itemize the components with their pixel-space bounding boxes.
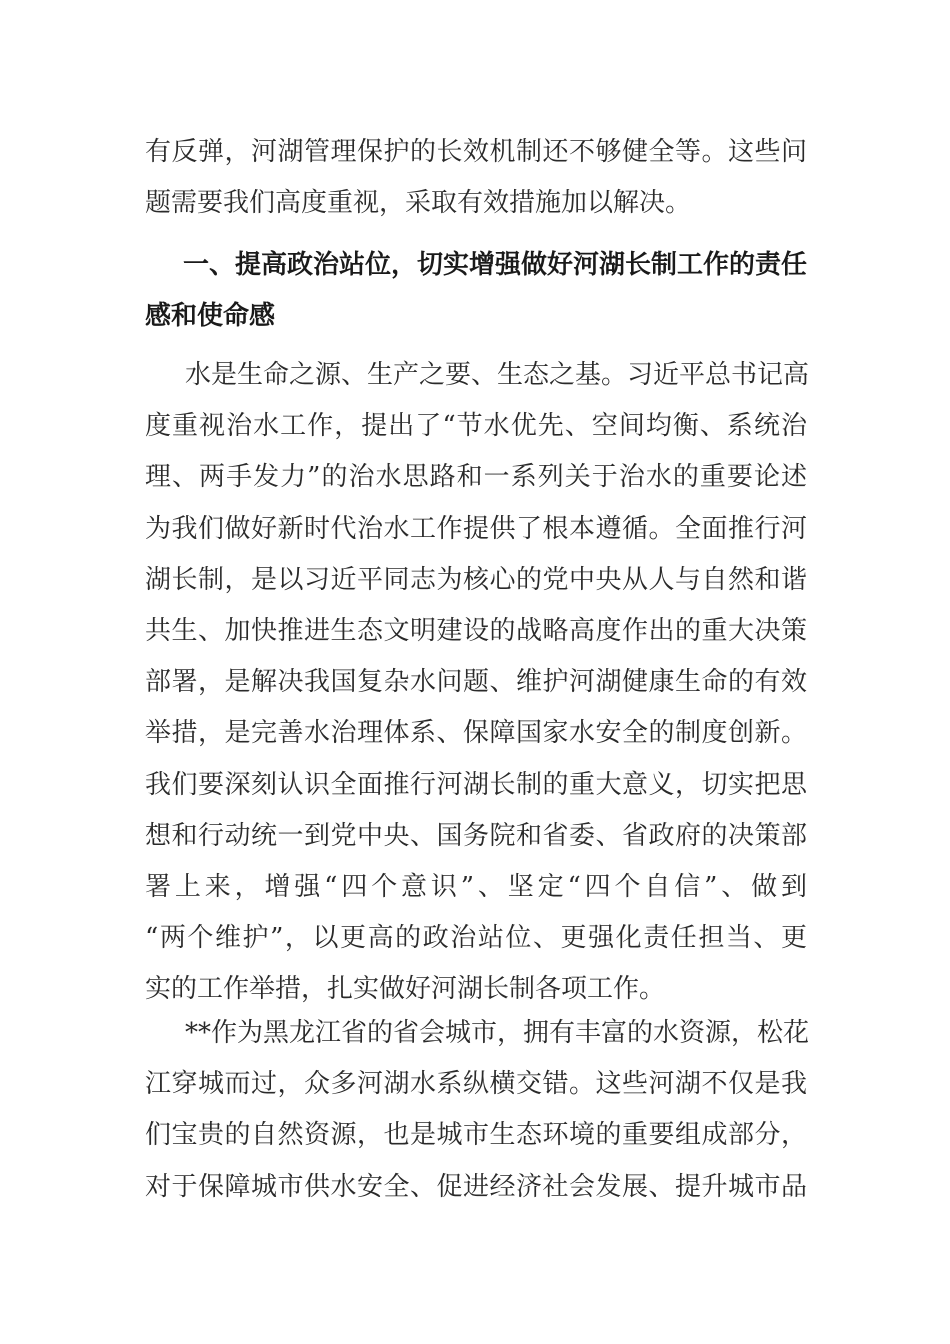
text-line: 想和行动统一到党中央、国务院和省委、省政府的决策部	[145, 820, 807, 851]
text-line: 水是生命之源、生产之要、生态之基。习近平总书记高	[185, 360, 810, 390]
text-line: 共生、加快推进生态文明建设的战略高度作出的重大决策	[145, 615, 807, 646]
text-line: 湖长制，是以习近平同志为核心的党中央从人与自然和谐	[145, 564, 807, 595]
text-line: 实的工作举措，扎实做好河湖长制各项工作。	[145, 974, 666, 1005]
text-line: **作为黑龙江省的省会城市，拥有丰富的水资源，松花	[185, 1018, 810, 1048]
body-paragraph-2	[145, 1008, 810, 1213]
text-line: 署上来，增强“四个意识”、坚定“四个自信”、做到	[145, 871, 807, 902]
text-line: 对于保障城市供水安全、促进经济社会发展、提升城市品	[145, 1171, 807, 1202]
text-line: 题需要我们高度重视，采取有效措施加以解决。	[145, 188, 692, 219]
section-heading	[145, 240, 807, 342]
text-line: “两个维护”，以更高的政治站位、更强化责任担当、更	[145, 923, 807, 954]
heading-line: 感和使命感	[145, 301, 276, 332]
text-line: 们宝贵的自然资源，也是城市生态环境的重要组成部分，	[145, 1120, 807, 1151]
text-line: 度重视治水工作，提出了“节水优先、空间均衡、系统治	[145, 411, 807, 442]
continuation-paragraph	[145, 127, 807, 229]
body-paragraph-1	[145, 350, 810, 1015]
text-line: 举措，是完善水治理体系、保障国家水安全的制度创新。	[145, 718, 807, 749]
text-line: 为我们做好新时代治水工作提供了根本遵循。全面推行河	[145, 513, 807, 544]
text-line: 我们要深刻认识全面推行河湖长制的重大意义，切实把思	[145, 769, 807, 800]
text-line: 部署，是解决我国复杂水问题、维护河湖健康生命的有效	[145, 667, 807, 698]
heading-line: 一、提高政治站位，切实增强做好河湖长制工作的责任	[183, 250, 808, 280]
text-line: 有反弹，河湖管理保护的长效机制还不够健全等。这些问	[145, 137, 807, 167]
text-line: 理、两手发力”的治水思路和一系列关于治水的重要论述	[145, 462, 807, 493]
text-line: 江穿城而过，众多河湖水系纵横交错。这些河湖不仅是我	[145, 1069, 807, 1100]
